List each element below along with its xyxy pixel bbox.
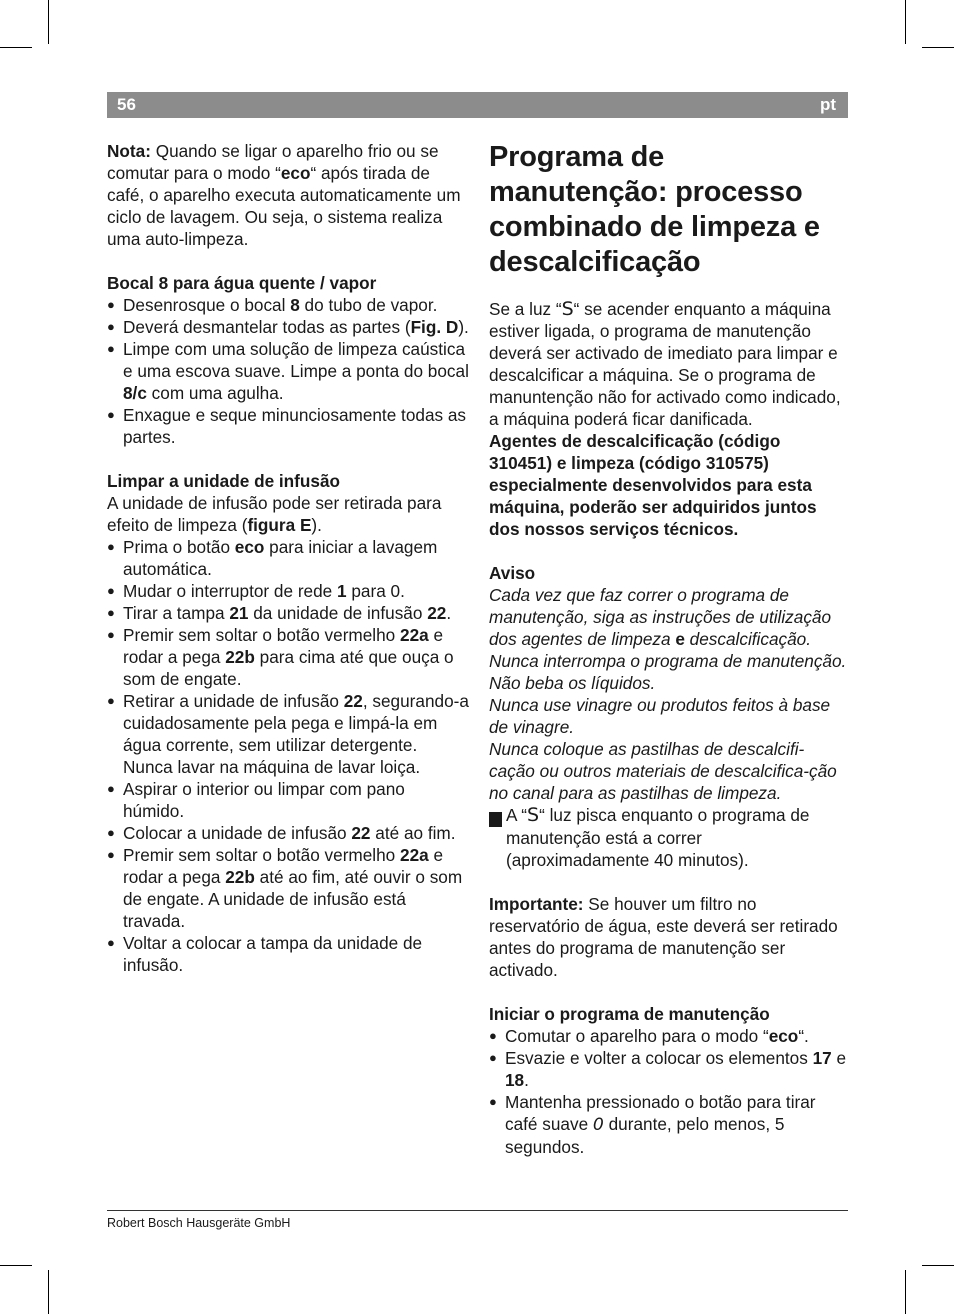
importante-paragraph: Importante: Se houver um filtro no reservatório de água, este deverá ser retirado antes do programa de manutenção ser activado. — [489, 894, 838, 980]
aviso-line: Nunca interrompa o programa de manutenção. — [489, 651, 847, 671]
crop-mark — [905, 0, 906, 44]
crop-mark — [48, 0, 49, 44]
list-item: ● Voltar a colocar a tampa da unidade de infusão. — [107, 932, 469, 976]
aviso-line: Nunca use vinagre ou produtos feitos à base de vinagre. — [489, 695, 831, 737]
right-column — [485, 140, 848, 1158]
info-icon: i — [489, 812, 502, 827]
crop-mark — [48, 1270, 49, 1314]
crop-mark — [922, 47, 954, 48]
note-paragraph: Nota: Quando se ligar o aparelho frio ou se comutar para o modo “eco“ após tirada de café, o aparelho executa automaticamente um ciclo de lavagem. Ou seja, o sistema realiza uma auto-limpeza. — [107, 141, 461, 249]
unidade-list — [107, 536, 469, 976]
page-number: 56 — [117, 95, 136, 114]
service-light-icon: S — [527, 804, 540, 826]
aviso-heading: Aviso — [489, 563, 536, 583]
footer-company: Robert Bosch Hausgeräte GmbH — [107, 1216, 291, 1230]
aviso-line: Nunca coloque as pastilhas de descalcifi-cação ou outros materiais de descalcifica-ção no canal para as pastilhas de limpeza. — [489, 739, 837, 803]
intro-paragraph: Se a luz “S“ se acender enquanto a máquina estiver ligada, o programa de manutenção deverá ser activado de imediato para limpar e descalcificar a máquina. Se o programa de manuntenção não for activado como indicado, a máquina poderá ficar danificada. — [489, 298, 841, 429]
list-item: ● Tirar a tampa 21 da unidade de infusão 22. — [107, 602, 469, 624]
crop-mark — [922, 1265, 954, 1266]
iniciar-heading: Iniciar o programa de manutenção — [489, 1004, 770, 1024]
agentes-paragraph: Agentes de descalcificação (código 310451) e limpeza (código 310575) especialmente desenvolvidos para esta máquina, poderão ser adquiridos juntos dos nossos serviços técnicos. — [489, 431, 817, 539]
list-item: ● Deverá desmantelar todas as partes (Fig. D). — [107, 316, 469, 338]
unidade-intro: A unidade de infusão pode ser retirada para efeito de limpeza (figura E). — [107, 493, 442, 535]
list-item: ● Mantenha pressionado o botão para tirar café suave 0 durante, pelo menos, 5 segundos. — [489, 1091, 848, 1158]
aviso-line: Cada vez que faz correr o programa de manutenção, siga as instruções de utilização dos agentes de limpeza e descalcificação. — [489, 585, 832, 649]
mild-coffee-icon: 0 — [592, 1115, 604, 1135]
list-item: ● Desenrosque o bocal 8 do tubo de vapor. — [107, 294, 469, 316]
iniciar-list — [489, 1025, 848, 1158]
list-item: ● Enxague e seque minunciosamente todas as partes. — [107, 404, 469, 448]
section-heading-unidade: Limpar a unidade de infusão — [107, 471, 341, 491]
crop-mark — [0, 47, 32, 48]
page-header-bar — [107, 92, 848, 118]
aviso-line: Não beba os líquidos. — [489, 673, 656, 693]
page-title: Programa de manutenção: processo combinado de limpeza e descalcificação — [489, 141, 820, 278]
list-item: ● Mudar o interruptor de rede 1 para 0. — [107, 580, 469, 602]
footer-divider — [107, 1210, 848, 1211]
list-item: ● Premir sem soltar o botão vermelho 22a e rodar a pega 22b para cima até que ouça o som de engate. — [107, 624, 469, 690]
section-heading-bocal: Bocal 8 para água quente / vapor — [107, 273, 377, 293]
language-code: pt — [819, 95, 836, 114]
left-column — [107, 140, 469, 976]
list-item: ● Limpe com uma solução de limpeza caústica e uma escova suave. Limpe a ponta do bocal 8/c com uma agulha. — [107, 338, 469, 404]
list-item: ● Aspirar o interior ou limpar com pano húmido. — [107, 778, 469, 822]
list-item: ● Premir sem soltar o botão vermelho 22a e rodar a pega 22b até ao fim, até ouvir o som de engate. A unidade de infusão está travada. — [107, 844, 469, 932]
list-item: ● Colocar a unidade de infusão 22 até ao fim. — [107, 822, 469, 844]
list-item: ● Esvazie e volter a colocar os elementos 17 e 18. — [489, 1047, 848, 1091]
crop-mark — [905, 1270, 906, 1314]
info-note: i A “S“ luz pisca enquanto o programa de manutenção está a correr (aproximadamente 40 minutos). — [485, 804, 810, 870]
list-item: ● Retirar a unidade de infusão 22, segurando-a cuidadosamente pela pega e limpá-la em água corrente, sem utilizar detergente. Nunca lavar na máquina de lavar loiça. — [107, 690, 469, 778]
service-light-icon: S — [561, 298, 574, 320]
crop-mark — [0, 1265, 32, 1266]
list-item: ● Comutar o aparelho para o modo “eco“. — [489, 1025, 848, 1047]
bocal-list — [107, 294, 469, 448]
list-item: ● Prima o botão eco para iniciar a lavagem automática. — [107, 536, 469, 580]
